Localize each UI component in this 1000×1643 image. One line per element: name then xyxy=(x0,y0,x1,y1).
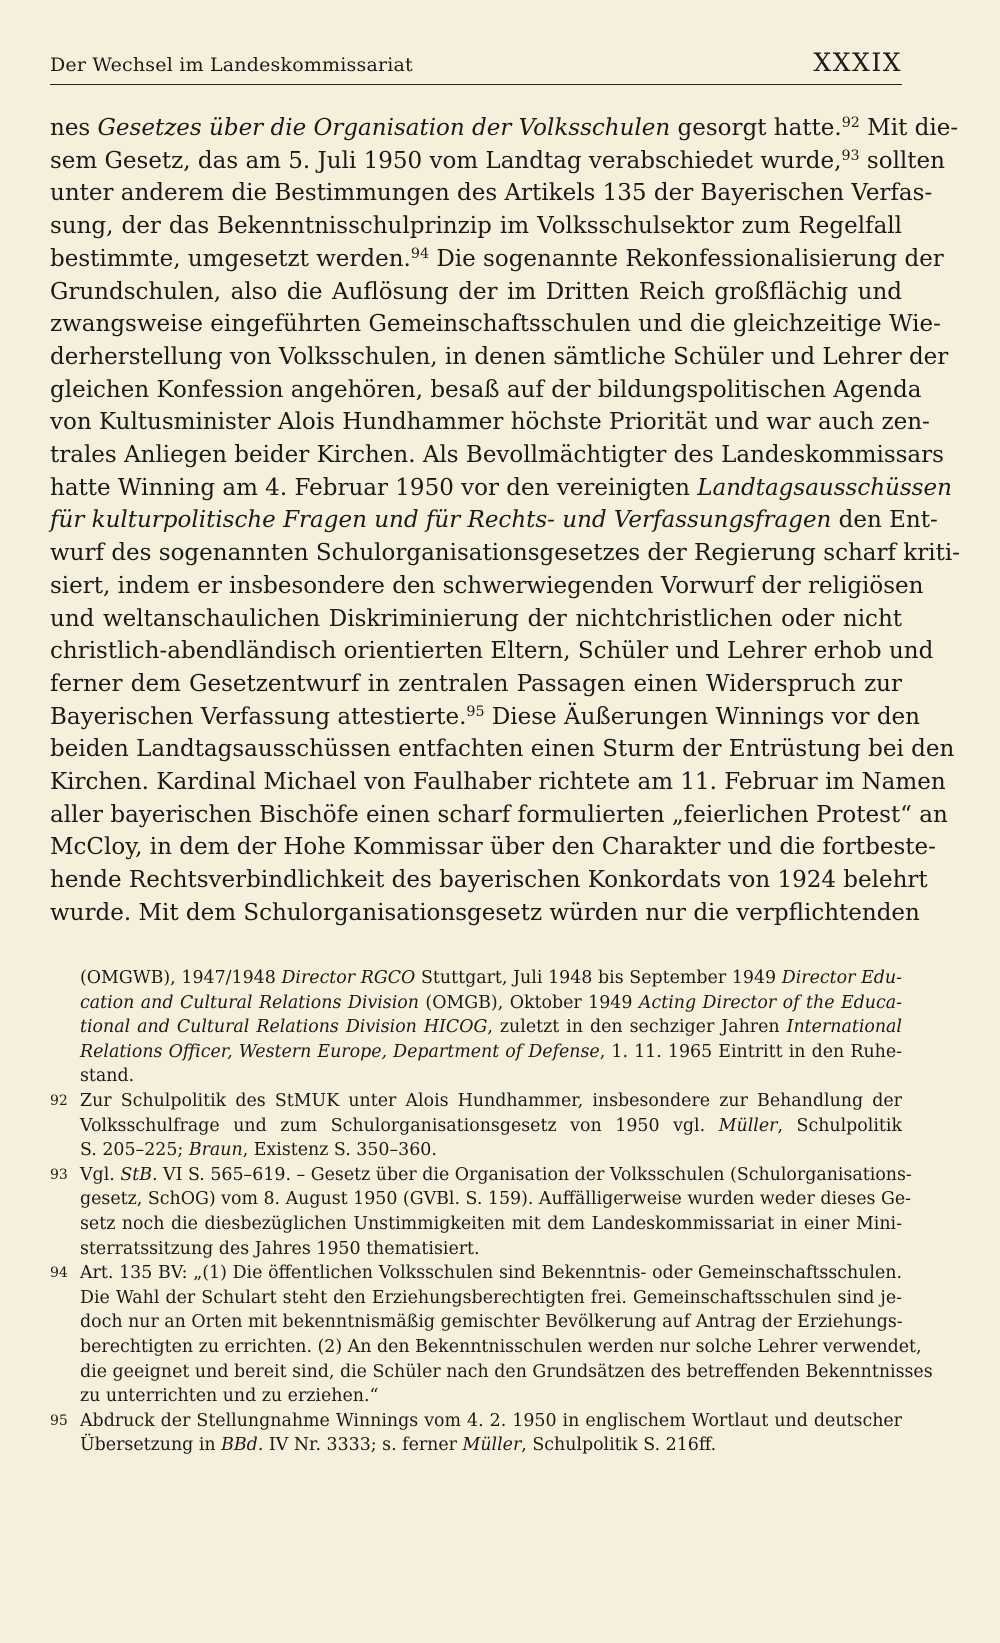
footnote-line: Zur Schulpolitik des StMUK unter Alois Hundhammer, insbesondere zur Behandlung der xyxy=(80,1090,902,1111)
footnote-number: 95 xyxy=(50,1412,68,1429)
body-text xyxy=(50,112,960,930)
body-line: Bayerischen Verfassung attestierte.$^{95}$ Diese Äußerungen Winnings vor den xyxy=(50,703,920,730)
page-header xyxy=(50,44,902,85)
footnote-line: setz noch die diesbezüglichen Unstimmigkeiten mit dem Landeskommissariat in einer Mini- xyxy=(80,1213,902,1234)
footnotes xyxy=(50,966,933,1458)
running-title: Der Wechsel im Landeskommissariat xyxy=(50,54,413,76)
body-line: wurde. Mit dem Schulorganisationsgesetz würden nur die verpflichtenden xyxy=(50,899,920,926)
body-line: sung, der das Bekenntnisschulprinzip im Volksschulsektor zum Regelfall xyxy=(50,213,902,240)
body-line: hende Rechtsverbindlichkeit des bayerischen Konkordats von 1924 belehrt xyxy=(50,867,928,894)
footnote-line: Volksschulfrage und zum Schulorganisationsgesetz von 1950 vgl. Müller, Schulpolitik xyxy=(80,1115,902,1136)
body-line: bestimmte, umgesetzt werden.$^{94}$ Die sogenannte Rekonfessionalisierung der xyxy=(50,245,944,272)
footnote-line: berechtigten zu errichten. (2) An den Bekenntnisschulen werden nur solche Lehrer verwendet, xyxy=(80,1336,922,1357)
footnote-line: die geeignet und bereit sind, die Schüler nach den Grundsätzen des betreffenden Bekenntnisses xyxy=(80,1361,933,1382)
body-line: trales Anliegen beider Kirchen. Als Bevollmächtigter des Landeskommissars xyxy=(50,442,944,469)
footnote-line: Art. 135 BV: „(1) Die öffentlichen Volksschulen sind Bekenntnis- oder Gemeinschaftsschulen. xyxy=(80,1263,902,1284)
body-line: wurf des sogenannten Schulorganisationsgesetzes der Regierung scharf kriti- xyxy=(50,540,960,567)
body-line: siert, indem er insbesondere den schwerwiegenden Vorwurf der religiösen xyxy=(50,572,924,599)
footnote-line: stand. xyxy=(80,1066,135,1087)
footnote-line: Relations Officer, Western Europe, Department of Defense, 1. 11. 1965 Eintritt in den Ruhe- xyxy=(80,1041,903,1062)
body-line: gleichen Konfession angehören, besaß auf der bildungspolitischen Agenda xyxy=(50,376,922,403)
body-line: zwangsweise eingeführten Gemeinschaftsschulen und die gleichzeitige Wie- xyxy=(50,311,941,338)
footnote-line: doch nur an Orten mit bekenntnismäßig gemischter Bevölkerung auf Antrag der Erziehungs- xyxy=(80,1312,903,1333)
page-number: XXXIX xyxy=(813,48,902,77)
body-line: von Kultusminister Alois Hundhammer höchste Priorität und war auch zen- xyxy=(50,409,930,436)
body-line: nes Gesetzes über die Organisation der Volksschulen gesorgt hatte.$^{92}$ Mit die- xyxy=(50,115,959,141)
footnote-line: (OMGWB), 1947/1948 Director RGCO Stuttgart, Juli 1948 bis September 1949 Director Edu- xyxy=(80,968,902,988)
body-line: derherstellung von Volksschulen, in denen sämtliche Schüler und Lehrer der xyxy=(50,343,949,370)
footnote-92 xyxy=(50,1089,902,1163)
footnote-line: Übersetzung in BBd. IV Nr. 3333; s. ferner Müller, Schulpolitik S. 216ff. xyxy=(80,1435,717,1456)
body-line: ferner dem Gesetzentwurf in zentralen Passagen einen Widerspruch zur xyxy=(50,670,902,697)
footnote-line: gesetz, SchOG) vom 8. August 1950 (GVBl. S. 159). Auffälligerweise wurden weder dieses Ge- xyxy=(80,1189,912,1210)
body-line: beiden Landtagsausschüssen entfachten einen Sturm der Entrüstung bei den xyxy=(50,736,955,763)
body-line: christlich-abendländisch orientierten Eltern, Schüler und Lehrer erhob und xyxy=(50,638,934,665)
body-line: hatte Winning am 4. Februar 1950 vor den vereinigten Landtagsausschüssen xyxy=(50,474,952,501)
footnote-93 xyxy=(50,1163,912,1261)
footnote-line: S. 205–225; Braun, Existenz S. 350–360. xyxy=(80,1140,437,1161)
footnote-line: Abdruck der Stellungnahme Winnings vom 4. 2. 1950 in englischem Wortlaut und deutscher xyxy=(80,1410,902,1431)
footnote-line: tional and Cultural Relations Division HICOG, zuletzt in den sechziger Jahren International xyxy=(80,1017,902,1038)
body-line: Grundschulen, also die Auflösung der im Dritten Reich großflächig und xyxy=(50,278,902,305)
footnote-number: 92 xyxy=(50,1092,68,1109)
footnote-line: zu unterrichten und zu erziehen.“ xyxy=(80,1386,379,1407)
footnote-line: sterratssitzung des Jahres 1950 thematisiert. xyxy=(80,1238,480,1259)
body-line: McCloy, in dem der Hohe Kommissar über den Charakter und die fortbeste- xyxy=(50,834,936,861)
body-line: unter anderem die Bestimmungen des Artikels 135 der Bayerischen Verfas- xyxy=(50,180,933,207)
footnote-94 xyxy=(50,1261,933,1409)
footnote-line: Vgl. StB. VI S. 565–619. – Gesetz über die Organisation der Volksschulen (Schulorganisations- xyxy=(80,1164,912,1185)
body-line: für kulturpolitische Fragen und für Rechts- und Verfassungsfragen den Ent- xyxy=(50,507,938,534)
footnote-line: Die Wahl der Schulart steht den Erziehungsberechtigten frei. Gemeinschaftsschulen sind je- xyxy=(80,1287,902,1308)
body-line: Kirchen. Kardinal Michael von Faulhaber richtete am 11. Februar im Namen xyxy=(50,769,946,796)
footnote-95 xyxy=(50,1409,902,1458)
footnote-continued xyxy=(50,966,902,1089)
footnote-line: cation and Cultural Relations Division (OMGB), Oktober 1949 Acting Director of the Educa- xyxy=(80,992,902,1013)
body-line: sem Gesetz, das am 5. Juli 1950 vom Landtag verabschiedet wurde,$^{93}$ sollten xyxy=(50,147,945,174)
footnote-number: 94 xyxy=(50,1265,68,1282)
body-line: aller bayerischen Bischöfe einen scharf formulierten „feierlichen Protest“ an xyxy=(50,801,948,828)
body-line: und weltanschaulichen Diskriminierung der nichtchristlichen oder nicht xyxy=(50,605,902,632)
footnote-number: 93 xyxy=(50,1166,68,1183)
